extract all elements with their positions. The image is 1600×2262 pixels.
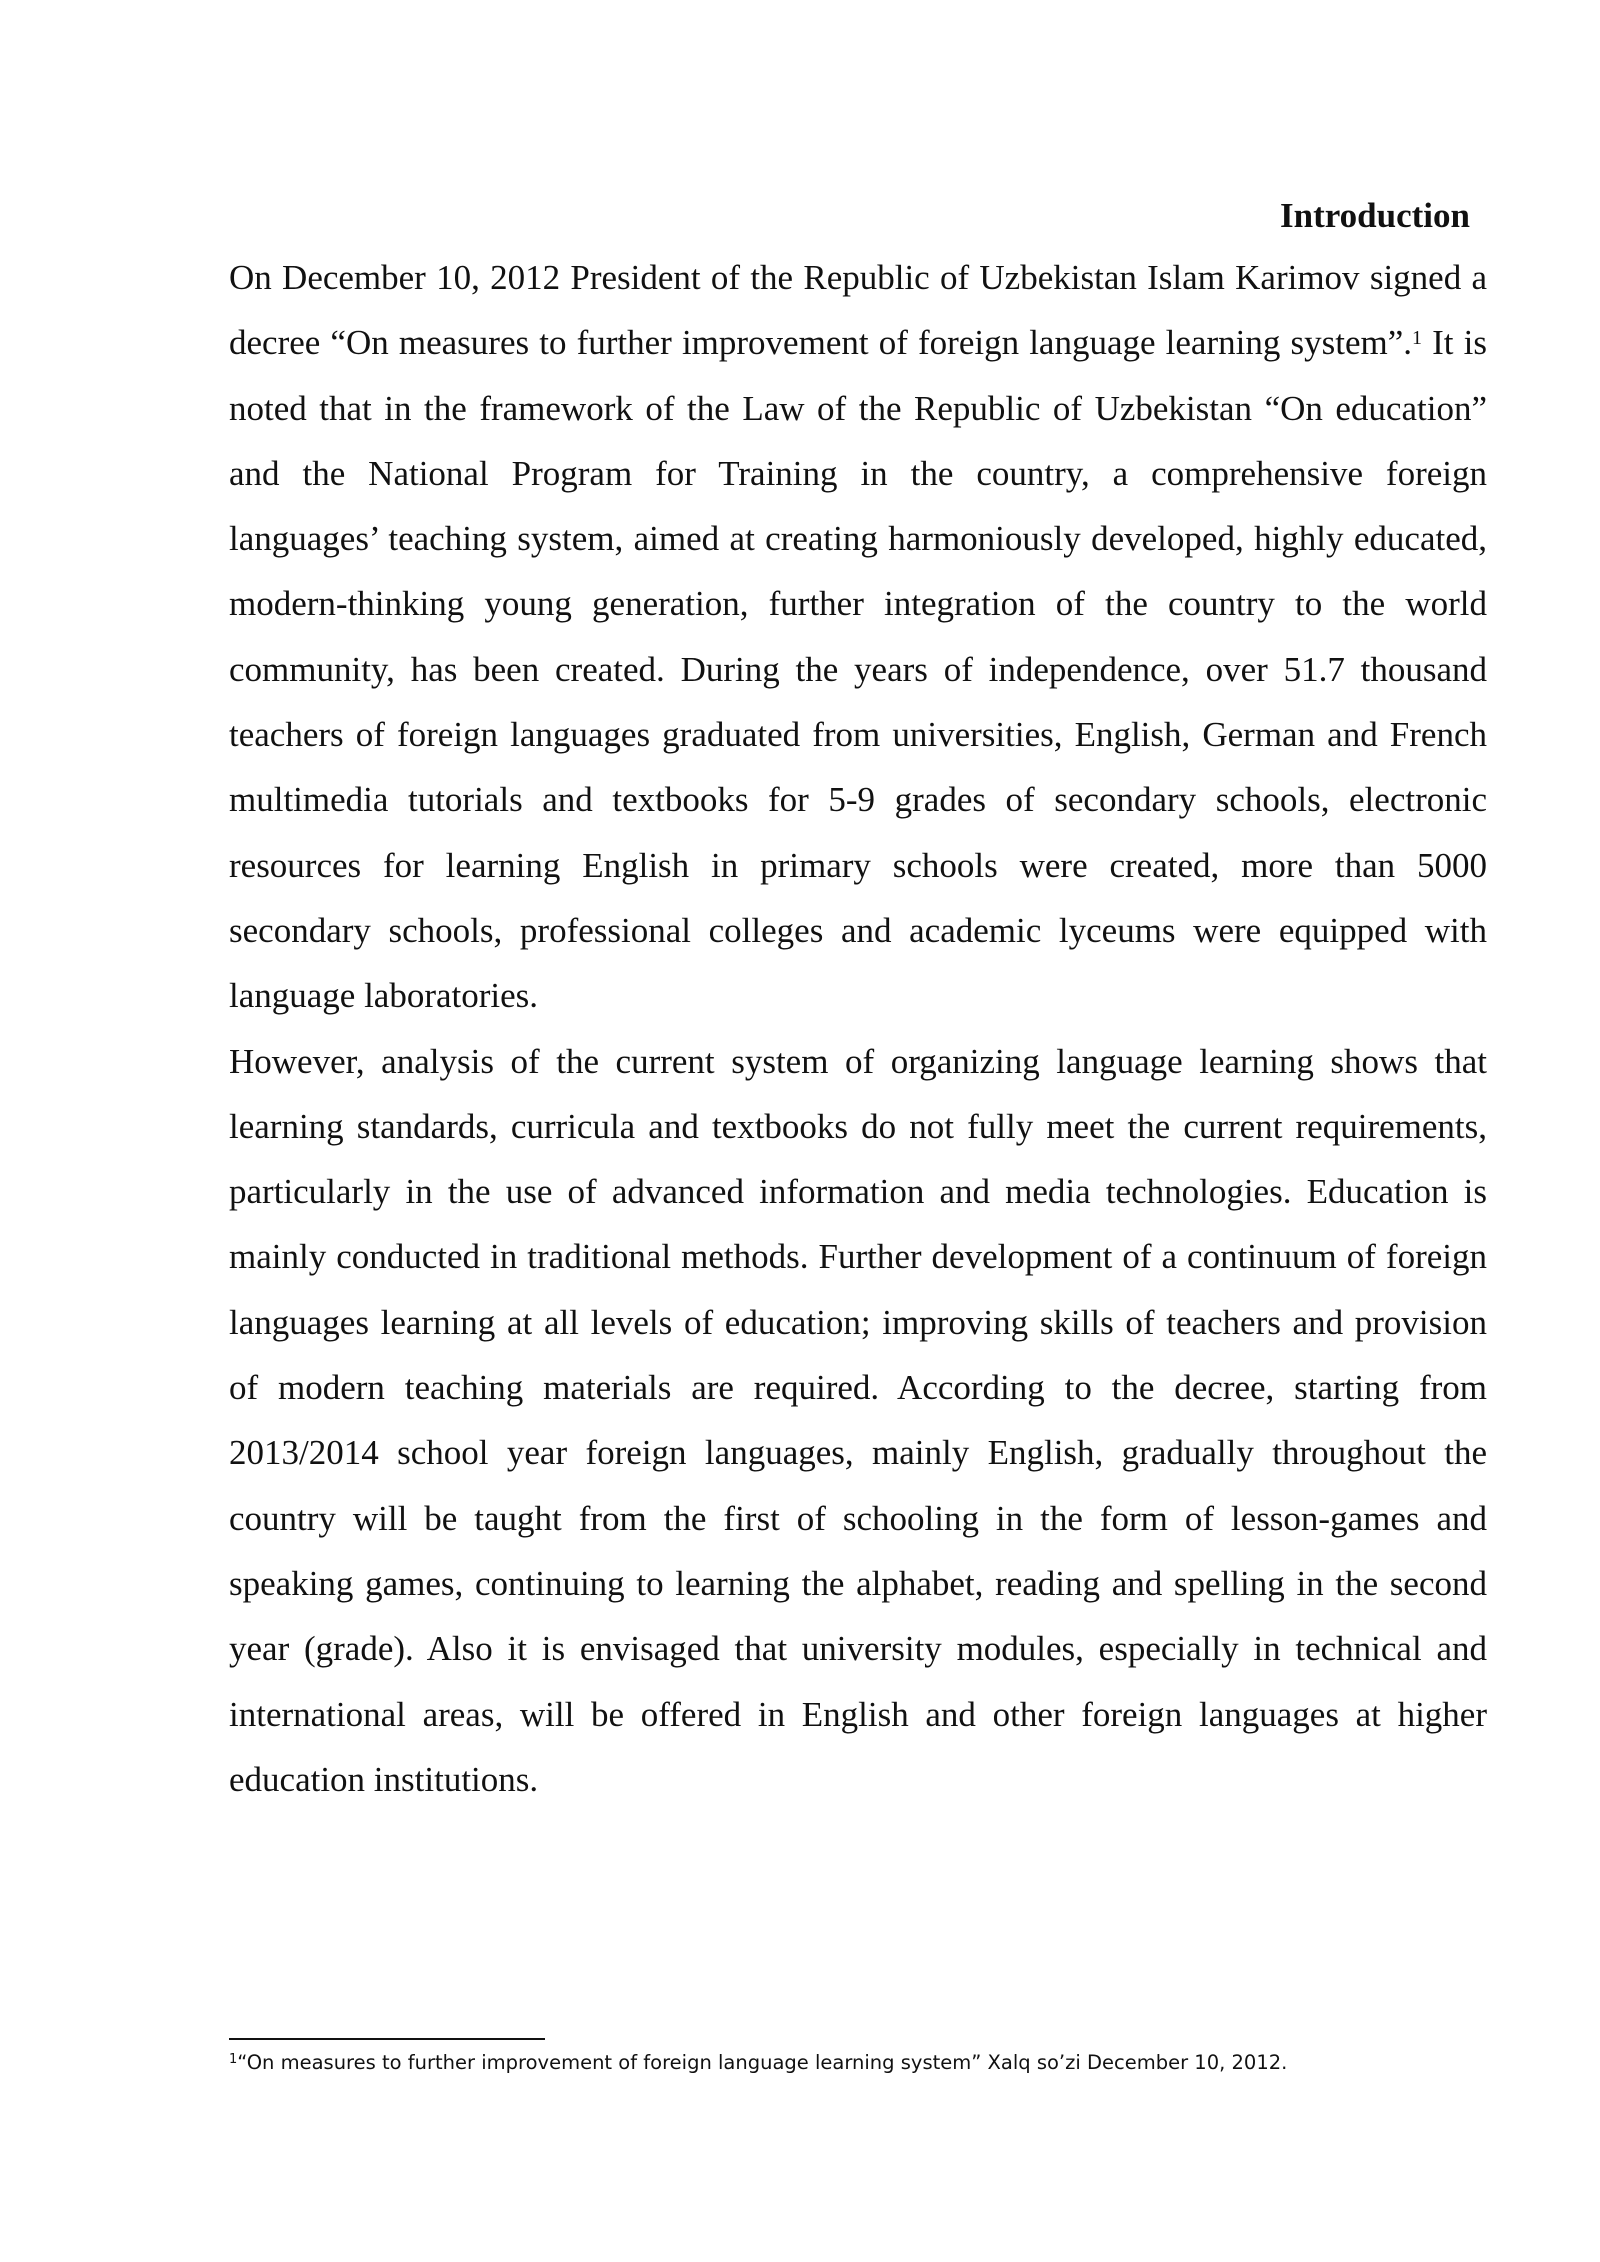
paragraph-1-text-end: It is noted that in the framework of the Law of the Republic of Uzbekistan “On education” and the National Program for Training in the country, a comprehensive foreign languages’ teaching system, aimed at creating harmoniously developed, highly educated, modern-thinking young generation, further integration of the country to the world community, has been created. During the years of independence, over 51.7 thousand teachers of foreign languages graduated from universities, English, German and French multimedia tutorials and textbooks for 5-9 grades of secondary schools, electronic resources for learning English in primary schools were created, more than 5000 secondary schools, professional colleges and academic lyceums were equipped with language laboratories. (229, 323, 1487, 1016)
paragraph-1 (229, 245, 1487, 1029)
footnote-text: “On measures to further improvement of foreign language learning system” Xalq so’zi December 10, 2012. (237, 2051, 1288, 2074)
section-heading: Introduction (1280, 196, 1470, 235)
body-text (229, 245, 1487, 1812)
footnote-mark: 1 (229, 2052, 238, 2067)
footnote-separator (229, 2038, 545, 2040)
footnote (229, 2048, 1487, 2078)
paragraph-1-text-start: On December 10, 2012 President of the Republic of Uzbekistan Islam Karimov signed a decree “On measures to further improvement of foreign language learning system”. (229, 258, 1487, 363)
footnote-reference: 1 (1412, 327, 1422, 350)
paragraph-2: However, analysis of the current system of organizing language learning shows that learning standards, curricula and textbooks do not fully meet the current requirements, particularly in the use of advanced information and media technologies. Education is mainly conducted in traditional methods. Further development of a continuum of foreign languages learning at all levels of education; improving skills of teachers and provision of modern teaching materials are required. According to the decree, starting from 2013/2014 school year foreign languages, mainly English, gradually throughout the country will be taught from the first of schooling in the form of lesson-games and speaking games, continuing to learning the alphabet, reading and spelling in the second year (grade). Also it is envisaged that university modules, especially in technical and international areas, will be offered in English and other foreign languages at higher education institutions. (229, 1041, 1487, 1799)
